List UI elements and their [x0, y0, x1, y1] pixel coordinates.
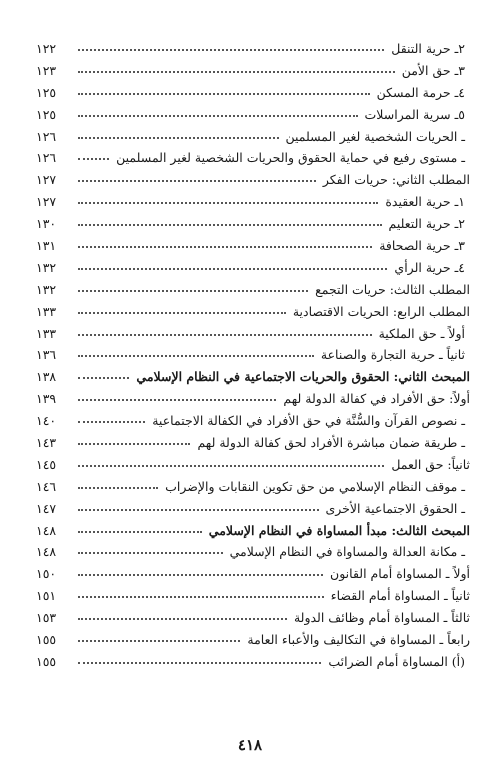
toc-entry [36, 82, 470, 104]
toc-entry [36, 279, 470, 301]
toc-entry-title: أولاً ـ المساواة أمام القانون [330, 566, 470, 582]
toc-entry-title: ـ طريقة ضمان مباشرة الأفراد لحق كفالة الدولة لهم [197, 435, 465, 451]
dot-leader [78, 224, 382, 226]
toc-entry-title: المطلب الرابع: الحريات الاقتصادية [292, 303, 470, 319]
toc-entry-title: ـ موقف النظام الإسلامي من حق تكوين النقابات والإضراب [165, 478, 465, 494]
toc-entry-title: ـ مستوى رفيع في حماية الحقوق والحريات الشخصية لغير المسلمين [116, 150, 465, 166]
dot-leader [78, 421, 145, 423]
toc-entry-page: ١٢٥ [36, 106, 57, 122]
toc-entry-page: ١٥٥ [36, 632, 57, 648]
toc-entry-title: ٢ـ حرية التعليم [388, 216, 465, 232]
toc-entry-page: ١٣٨ [36, 369, 57, 385]
toc-entry-page: ١٥٠ [36, 566, 57, 582]
toc-entry [36, 498, 470, 520]
toc-entry-title: أولاً: حق الأفراد في كفالة الدولة لهم [283, 391, 470, 407]
dot-leader [78, 443, 190, 445]
toc-entry-page: ١٣٢ [36, 259, 57, 275]
toc-entry-title: أولاً ـ حق الملكية [378, 325, 465, 341]
toc-entry-page: ١٥٥ [36, 653, 57, 669]
toc-entry-page: ١٤٦ [36, 478, 57, 494]
page-number: ٤١٨ [237, 736, 263, 754]
toc-entry [36, 563, 470, 585]
toc-entry [36, 432, 470, 454]
toc-entry-page: ١٣١ [36, 238, 57, 254]
dot-leader [78, 290, 308, 292]
dot-leader [78, 465, 384, 467]
dot-leader [78, 180, 316, 182]
toc-entry [36, 169, 470, 191]
toc-entry [36, 541, 470, 563]
dot-leader [78, 552, 223, 554]
toc-entry-page: ١٣٣ [36, 303, 57, 319]
toc-entry [36, 520, 470, 542]
toc-entry-title: (أ) المساواة أمام الضرائب [328, 653, 465, 669]
toc-entry-title: ـ الحريات الشخصية لغير المسلمين [285, 128, 465, 144]
toc-entry-page: ١٤٨ [36, 544, 57, 560]
dot-leader [78, 312, 286, 314]
dot-leader [78, 71, 395, 73]
dot-leader [78, 137, 279, 139]
toc-entry [36, 651, 470, 673]
toc-entry-title: ٢ـ حرية التنقل [391, 41, 465, 56]
toc-entry [36, 147, 470, 169]
toc-entry [36, 366, 470, 388]
toc-entry-title: ثانياً: حق العمل [391, 456, 470, 472]
dot-leader [78, 158, 109, 160]
toc-entry [36, 629, 470, 651]
toc-entry-title: ثانياً ـ المساواة أمام القضاء [330, 588, 470, 604]
toc-entry-page: ١٤٣ [36, 435, 57, 451]
dot-leader [78, 662, 321, 664]
toc-entry-page: ١٤٧ [36, 500, 57, 516]
toc-entry-title: ـ مكانة العدالة والمساواة في النظام الإسلامي [229, 544, 465, 560]
dot-leader [78, 355, 314, 357]
dot-leader [78, 334, 372, 336]
toc-entry-page: ١٥٣ [36, 610, 57, 626]
toc-entry [36, 476, 470, 498]
toc-entry-title: ثانياً ـ حرية التجارة والصناعة [320, 347, 465, 363]
toc-entry [36, 344, 470, 366]
dot-leader [78, 574, 323, 576]
dot-leader [78, 202, 378, 204]
toc-entry-title: ٤ـ حرمة المسكن [376, 84, 465, 100]
toc-entry-page: ١٤٨ [36, 522, 57, 538]
toc-entry [36, 388, 470, 410]
dot-leader [78, 531, 202, 533]
toc-entry [36, 191, 470, 213]
toc-entry-title: ـ نصوص القرآن والسُّنَّة في حق الأفراد في الكفالة الاجتماعية [152, 413, 465, 429]
toc-entry [36, 585, 470, 607]
dot-leader [78, 246, 372, 248]
toc-entry-title: ١ـ حرية العقيدة [385, 194, 465, 210]
toc-entry [36, 323, 470, 345]
toc-entry [36, 213, 470, 235]
dot-leader [78, 115, 358, 117]
toc-entry [36, 301, 470, 323]
toc-entry-page: ١٢٥ [36, 84, 57, 100]
toc-entry [36, 257, 470, 279]
toc-entry [36, 410, 470, 432]
toc-entry-page: ١٣٩ [36, 391, 57, 407]
toc-entry-page: ١٤٥ [36, 456, 57, 472]
toc-entry-page: ١٣٠ [36, 216, 57, 232]
toc-entry-title: ٥ـ سرية المراسلات [364, 106, 465, 122]
toc-entry [36, 235, 470, 257]
toc-entry-page: ١٤٠ [36, 413, 57, 429]
toc-entry-title: ٣ـ حق الأمن [401, 62, 465, 78]
toc-entry-page: ١٢٣ [36, 62, 57, 78]
toc-entry [36, 607, 470, 629]
toc-entry [36, 38, 470, 60]
toc-entry [36, 454, 470, 476]
toc-entry-title: رابعاً ـ المساواة في التكاليف والأعباء العامة [247, 632, 470, 648]
toc-entry-page: ١٥١ [36, 588, 57, 604]
toc-entry-page: ١٢٧ [36, 194, 57, 210]
toc-entry-title: المطلب الثالث: حريات التجمع [315, 281, 470, 297]
dot-leader [78, 268, 387, 270]
dot-leader [78, 596, 324, 598]
toc-entry-title: ـ الحقوق الاجتماعية الأخرى [325, 500, 465, 516]
dot-leader [78, 399, 276, 401]
dot-leader [78, 377, 129, 379]
dot-leader [78, 509, 319, 511]
dot-leader [78, 49, 384, 51]
dot-leader [78, 487, 158, 489]
toc-entry-title: المبحث الثالث: مبدأ المساواة في النظام الإسلامي [208, 522, 470, 538]
toc-entry-page: ١٢٦ [36, 128, 57, 144]
toc-entry-page: ١٢٧ [36, 172, 57, 188]
toc-entry-title: ٤ـ حرية الرأي [394, 259, 465, 275]
toc-entry [36, 126, 470, 148]
toc-entry-page: ١٢٦ [36, 150, 57, 166]
toc-entry-title: ثالثاً ـ المساواة أمام وظائف الدولة [293, 610, 470, 626]
toc-entry-page: ١٢٢ [36, 41, 57, 56]
dot-leader [78, 618, 287, 620]
toc-entry-title: المطلب الثاني: حريات الفكر [322, 172, 470, 188]
toc-entry-page: ١٣٦ [36, 347, 57, 363]
table-of-contents [36, 38, 470, 673]
toc-entry [36, 104, 470, 126]
toc-entry-title: المبحث الثاني: الحقوق والحريات الاجتماعية في النظام الإسلامي [136, 369, 470, 385]
dot-leader [78, 640, 240, 642]
toc-entry [36, 60, 470, 82]
dot-leader [78, 93, 370, 95]
toc-entry-page: ١٣٣ [36, 325, 57, 341]
toc-entry-title: ٣ـ حرية الصحافة [379, 238, 465, 254]
toc-entry-page: ١٣٢ [36, 281, 57, 297]
